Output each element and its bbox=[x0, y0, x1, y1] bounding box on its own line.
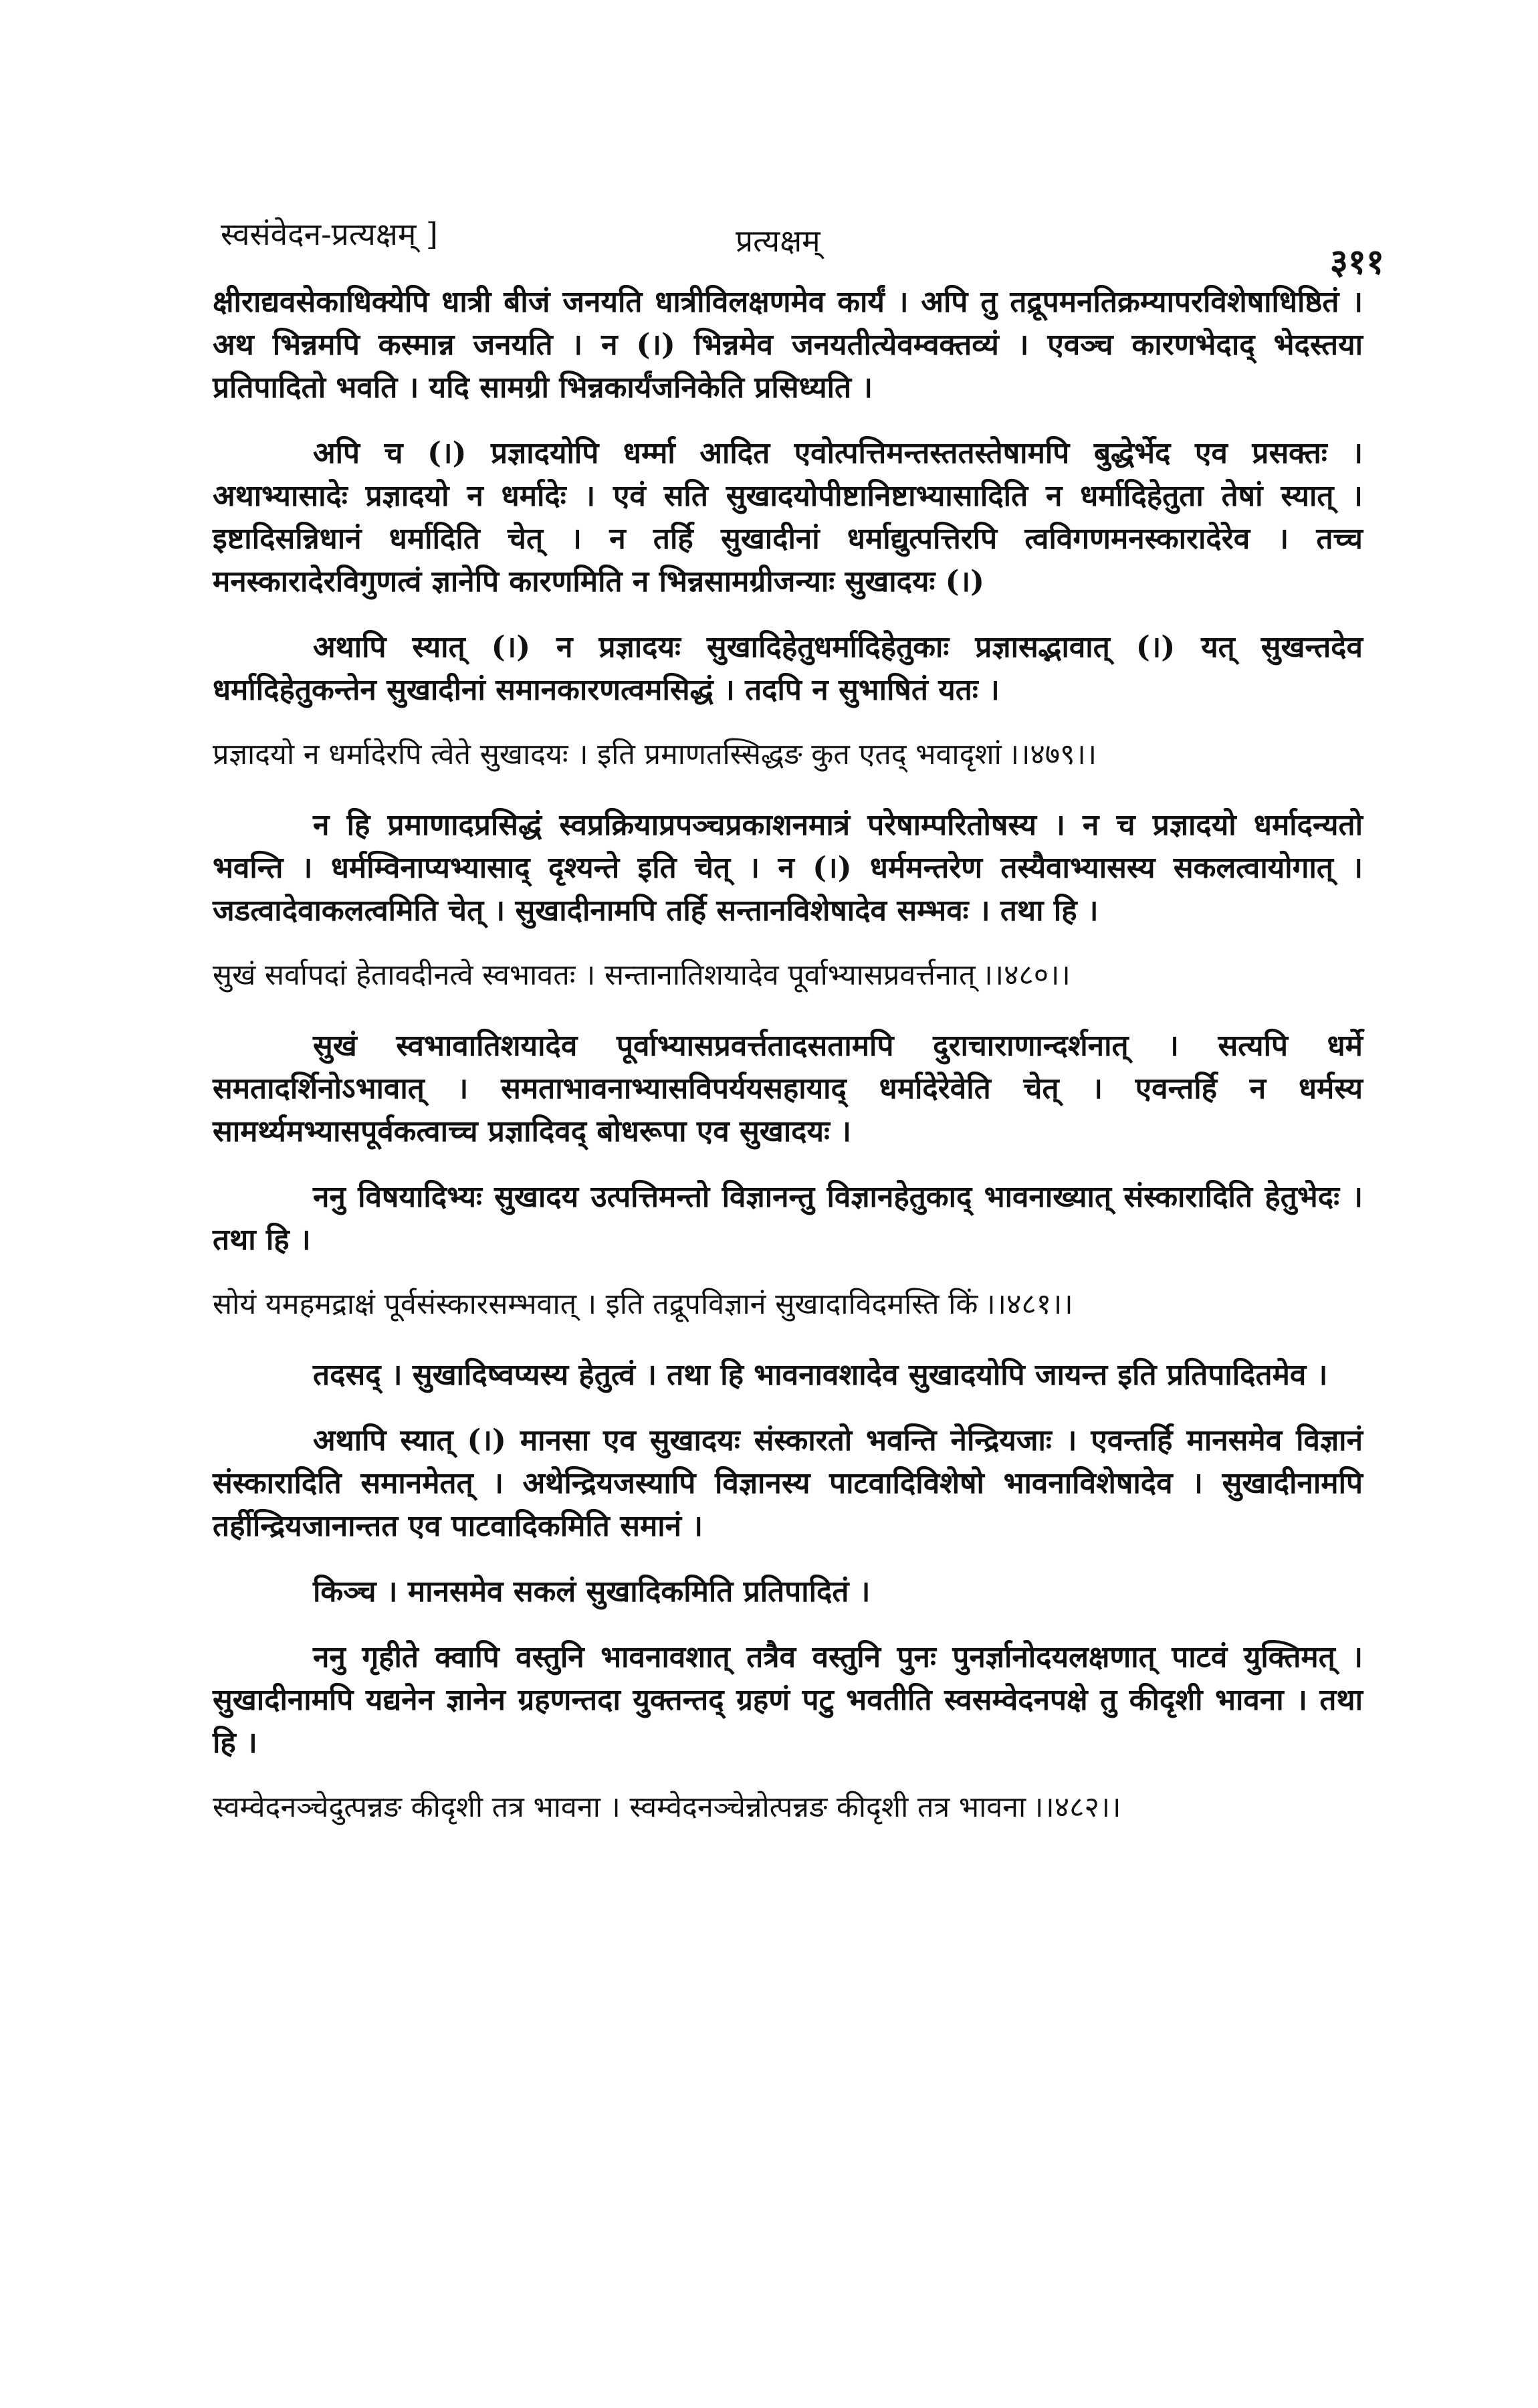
verse-number: ।।४८०।। bbox=[982, 959, 1071, 992]
verse-5 bbox=[213, 955, 1363, 995]
verse-13 bbox=[213, 1787, 1363, 1827]
running-head-section: स्वसंवेदन-प्रत्यक्षम् ] bbox=[221, 216, 438, 252]
verse-number: ।।४८२।। bbox=[1032, 1791, 1121, 1824]
page-header bbox=[221, 213, 1384, 282]
paragraph: सुखं स्वभावातिशयादेव पूर्वाभ्यासप्रवर्त्ततादसतामपि दुराचाराणान्दर्शनात् । सत्यपि धर्मे समतादर्शिनोऽभावात् । समताभावनाभ्यासविपर्ययसहायाद् धर्मादेरेवेति चेत् । एवन्तर्हि न धर्मस्य सामर्थ्यमभ्यासपूर्वकत्वाच्च प्रज्ञादिवद् बोधरूपा एव सुखादयः । bbox=[213, 1029, 1363, 1148]
paragraph: ननु विषयादिभ्यः सुखादय उत्पत्तिमन्तो विज्ञानन्तु विज्ञानहेतुकाद् भावनाख्यात् संस्कारादिति हेतुभेदः । तथा हि । bbox=[213, 1180, 1363, 1257]
paragraph: न हि प्रमाणादप्रसिद्धं स्वप्रक्रियाप्रपञ्चप्रकाशनमात्रं परेषाम्परितोषस्य । न च प्रज्ञादयो धर्मादन्यतो भवन्ति । धर्मम्विनाप्यभ्यासाद् दृश्यन्ते इति चेत् । न (।) धर्ममन्तरेण तस्यैवाभ्यासस्य सकलत्वायोगात् । जडत्वादेवाकलत्वमिति चेत् । सुखादीनामपि तर्हि सन्तानविशेषादेव सम्भवः । तथा हि । bbox=[213, 808, 1363, 928]
running-head-title: प्रत्यक्षम् bbox=[736, 223, 820, 259]
page-body bbox=[213, 281, 1363, 1857]
verse-text: सुखं सर्वापदां हेतावदीनत्वे स्वभावतः । सन्तानातिशयादेव पूर्वाभ्यासप्रवर्त्तनात् bbox=[213, 959, 976, 992]
paragraph: तदसद् । सुखादिष्वप्यस्य हेतुत्वं । तथा हि भावनावशादेव सुखादयोपि जायन्त इति प्रतिपादितमेव । bbox=[313, 1358, 1328, 1392]
verse-text: प्रज्ञादयो न धर्मादेरपि त्वेते सुखादयः । इति प्रमाणतस्सिद्धङ कुत एतद् भवादृशां bbox=[213, 738, 1002, 771]
verse-number: ।।४७९।। bbox=[1008, 738, 1097, 771]
verse-text: सोयं यमहमद्राक्षं पूर्वसंस्कारसम्भवात् । इति तद्रूपविज्ञानं सुखादाविदमस्ति किं bbox=[213, 1288, 978, 1321]
paragraph: अपि च (।) प्रज्ञादयोपि धर्म्मा आदित एवोत्पत्तिमन्तस्ततस्तेषामपि बुद्धेर्भेद एव प्रसक्तः । अथाभ्यासादेः प्रज्ञादयो न धर्मादेः । एवं सति सुखादयोपीष्टानिष्टाभ्यासादिति न धर्मादिहेतुता तेषां स्यात् । इष्टादिसन्निधानं धर्मादिति चेत् । न तर्हि सुखादीनां धर्माद्युत्पत्तिरपि त्वविगणमनस्कारादेरेव । तच्च मनस्कारादेरविगुणत्वं ज्ञानेपि कारणमिति न भिन्नसामग्रीजन्याः सुखादयः (।) bbox=[213, 436, 1363, 599]
paragraph: अथापि स्यात् (।) मानसा एव सुखादयः संस्कारतो भवन्ति नेन्द्रियजाः । एवन्तर्हि मानसमेव विज्ञानं संस्कारादिति समानमेतत् । अथेन्द्रियजस्यापि विज्ञानस्य पाटवादिविशेषो भावनाविशेषादेव । सुखादीनामपि तर्हीन्द्रियजानान्तत एव पाटवादिकमिति समानं । bbox=[213, 1423, 1363, 1543]
paragraph: किञ्च । मानसमेव सकलं सुखादिकमिति प्रतिपादितं । bbox=[313, 1575, 871, 1609]
verse-text: स्वम्वेदनञ्चेदुत्पन्नङ कीदृशी तत्र भावना । स्वम्वेदनञ्चेन्नोत्पन्नङ कीदृशी तत्र भावना bbox=[213, 1791, 1026, 1824]
verse-3 bbox=[213, 734, 1363, 775]
page-number: ३११ bbox=[1329, 241, 1384, 282]
paragraph: अथापि स्यात् (।) न प्रज्ञादयः सुखादिहेतुधर्मादिहेतुकाः प्रज्ञासद्भावात् (।) यत् सुखन्तदेव धर्मादिहेतुकन्तेन सुखादीनां समानकारणत्वमसिद्धं । तदपि न सुभाषितं यतः । bbox=[213, 630, 1363, 707]
verse-8 bbox=[213, 1284, 1363, 1324]
paragraph: ननु गृहीते क्वापि वस्तुनि भावनावशात् तत्रैव वस्तुनि पुनः पुनर्ज्ञानोदयलक्षणात् पाटवं युक्तिमत् । सुखादीनामपि यद्यनेन ज्ञानेन ग्रहणन्तदा युक्तन्तद् ग्रहणं पटु भवतीति स्वसम्वेदनपक्षे तु कीदृशी भावना । तथा हि । bbox=[213, 1640, 1363, 1760]
verse-number: ।।४८१।। bbox=[984, 1288, 1073, 1321]
paragraph: क्षीराद्यवसेकाधिक्येपि धात्री बीजं जनयति धात्रीविलक्षणमेव कार्यं । अपि तु तद्रूपमनतिक्रम्यापरविशेषाधिष्ठितं । अथ भिन्नमपि कस्मान्न जनयति । न (।) भिन्नमेव जनयतीत्येवम्वक्तव्यं । एवञ्च कारणभेदाद् भेदस्तया प्रतिपादितो भवति । यदि सामग्री भिन्नकार्यंजनिकेति प्रसिध्यति । bbox=[213, 285, 1363, 405]
